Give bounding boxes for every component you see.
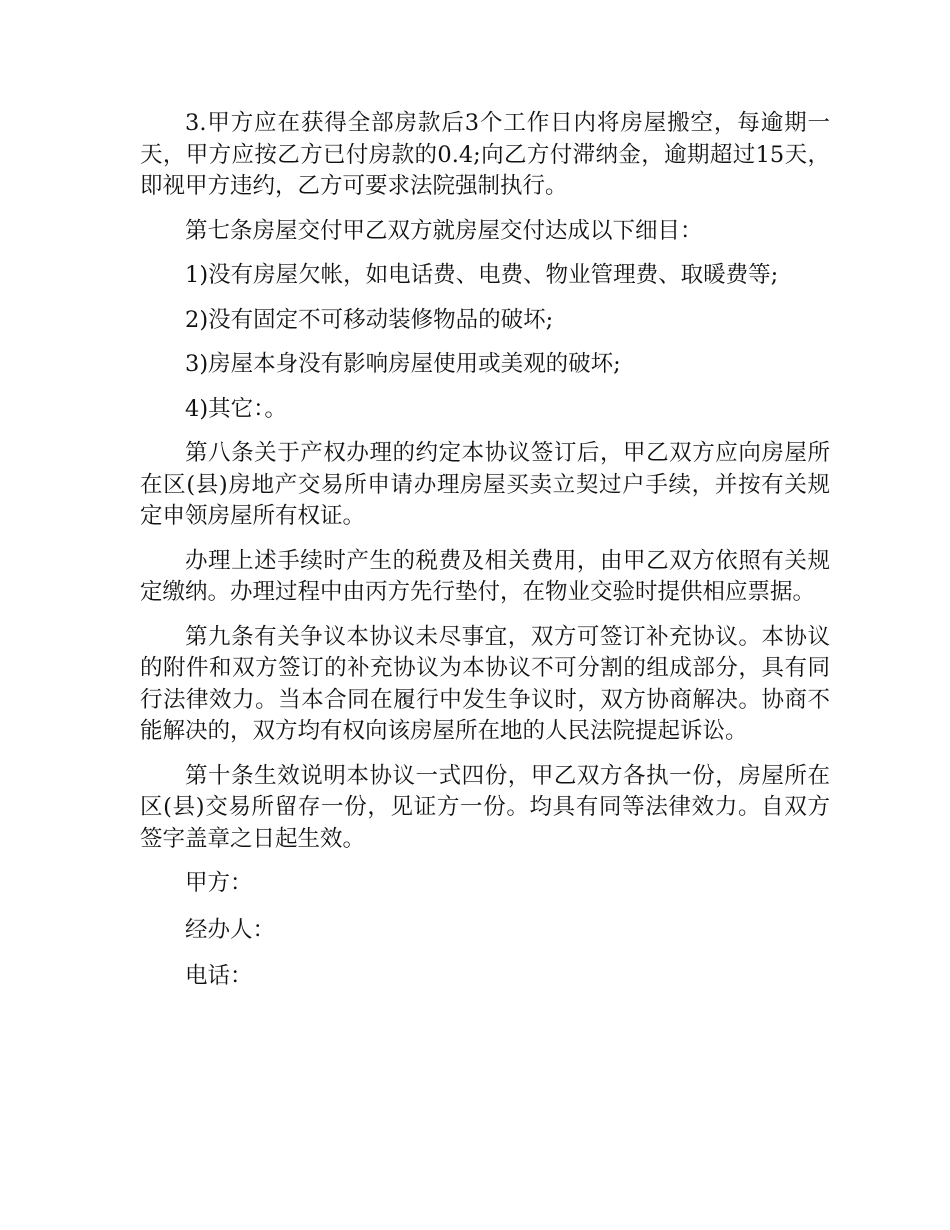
signature-phone: 电话：	[185, 963, 253, 989]
clause-3-vacate: 3.甲方应在获得全部房款后3个工作日内将房屋搬空，每逾期一天，甲方应按乙方已付房款的0.4;向乙方付滞纳金，逾期超过15天，即视甲方违约，乙方可要求法院强制执行。	[140, 110, 830, 199]
article-9-disputes: 第九条有关争议本协议未尽事宜，双方可签订补充协议。本协议的附件和双方签订的补充协议为本协议不可分割的组成部分，具有同行法律效力。当本合同在履行中发生争议时，双方协商解决。协商不能解决的，双方均有权向该房屋所在地的人民法院提起诉讼。	[140, 623, 830, 744]
article-7-handover: 第七条房屋交付甲乙双方就房屋交付达成以下细目：	[185, 217, 703, 244]
signature-agent: 经办人：	[185, 916, 276, 943]
article-8-title-transfer: 第八条关于产权办理的约定本协议签订后，甲乙双方应向房屋所在区(县)房地产交易所申请办理房屋买卖立契过户手续，并按有关规定申领房屋所有权证。	[140, 440, 830, 529]
handover-item-1: 1)没有房屋欠帐，如电话费、电费、物业管理费、取暖费等;	[185, 262, 779, 288]
article-10-effectiveness: 第十条生效说明本协议一式四份，甲乙双方各执一份，房屋所在区(县)交易所留存一份，见证方一份。均具有同等法律效力。自双方签字盖章之日起生效。	[140, 762, 830, 852]
handover-item-4: 4)其它：。	[185, 395, 287, 422]
signature-party-a: 甲方：	[185, 870, 253, 896]
handover-item-2: 2)没有固定不可移动装修物品的破坏;	[185, 306, 554, 333]
document-page	[140, 108, 830, 1008]
handover-item-3: 3)房屋本身没有影响房屋使用或美观的破坏;	[185, 351, 621, 377]
fees-paragraph: 办理上述手续时产生的税费及相关费用，由甲乙双方依照有关规定缴纳。办理过程中由丙方先行垫付，在物业交验时提供相应票据。	[140, 547, 830, 605]
